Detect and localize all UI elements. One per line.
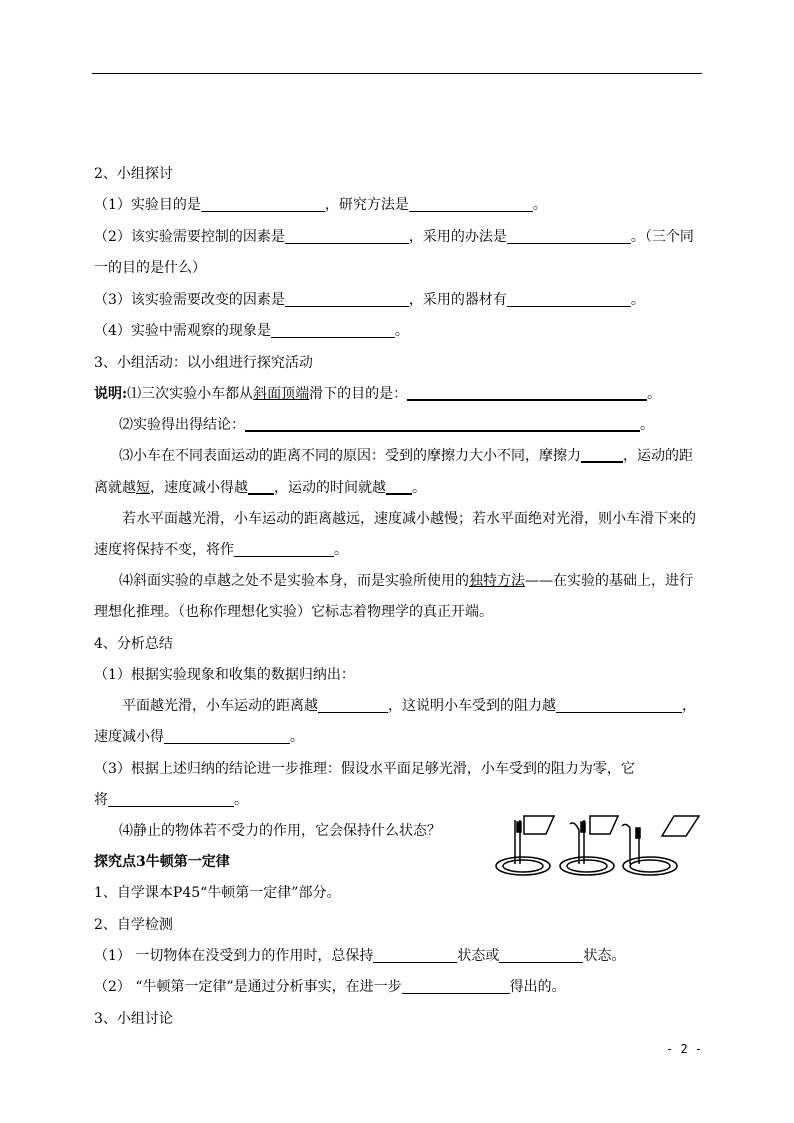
answer-blank[interactable] <box>499 948 583 963</box>
question-line-2: （2）该实验需要控制的因素是 ，采用的办法是 。（三个同 <box>94 229 694 245</box>
answer-blank[interactable] <box>507 229 631 244</box>
section-heading-group-discussion: 2、小组探讨 <box>94 166 173 182</box>
answer-blank[interactable] <box>201 197 325 212</box>
section-heading-summary: 4、分析总结 <box>94 636 173 652</box>
note-line-4: 若水平面越光滑，小车运动的距离越远，速度减小越慢；若水平面绝对光滑，则小车滑下来的 <box>122 511 696 527</box>
section-heading-group-activity: 3、小组活动：以小组进行探究活动 <box>94 355 313 371</box>
magnet-stand-experiment-illustration <box>494 812 700 882</box>
note-line-3-cont: 离就越短，速度减小得越 ，运动的时间就越 。 <box>94 480 426 496</box>
answer-blank[interactable] <box>373 948 457 963</box>
section-heading-group-talk: 3、小组讨论 <box>94 1011 173 1027</box>
answer-blank[interactable] <box>234 542 334 557</box>
self-check-line-2: （2） “牛顿第一定律”是通过分析事实，在进一步 得出的。 <box>94 979 566 995</box>
answer-blank[interactable] <box>407 385 647 401</box>
section-heading-self-check: 2、自学检测 <box>94 917 173 933</box>
summary-line-4: ⑷静止的物体若不受力的作用，它会保持什么状态？ <box>119 823 441 839</box>
summary-line-1: （1）根据实验现象和收集的数据归纳出： <box>94 667 355 683</box>
summary-line-3: （3）根据上述归纳的结论进一步推理：假设水平面足够光滑，小车受到的阻力为零，它 <box>94 761 635 777</box>
answer-blank[interactable] <box>556 698 682 713</box>
self-study-line: 1、自学课本P45“牛顿第一定律”部分。 <box>94 885 341 901</box>
note-line-1: 说明:⑴三次实验小车都从斜面顶端滑下的目的是： 。 <box>94 386 662 402</box>
summary-line-3-cont: 将 。 <box>94 792 248 808</box>
note-line-5: ⑷斜面实验的卓越之处不是实验本身，而是实验所使用的独特方法——在实验的基础上，进行 <box>119 573 693 589</box>
answer-blank[interactable] <box>285 292 409 307</box>
header-rule <box>92 73 702 74</box>
summary-line-2-cont: 速度减小得 。 <box>94 729 304 745</box>
note-line-4-cont: 速度将保持不变，将作 。 <box>94 542 348 558</box>
answer-blank[interactable] <box>271 323 395 338</box>
answer-blank[interactable] <box>386 479 412 495</box>
answer-blank[interactable] <box>248 479 274 495</box>
page-number: - 2 - <box>666 1042 703 1056</box>
question-line-2-cont: 一的目的是什么） <box>94 260 206 276</box>
answer-blank[interactable] <box>285 229 409 244</box>
answer-blank[interactable] <box>318 698 388 713</box>
answer-blank[interactable] <box>581 447 623 463</box>
question-line-1: （1）实验目的是 ，研究方法是 。 <box>94 197 547 213</box>
section-heading-newton-first-law: 探究点3牛顿第一定律 <box>94 854 230 870</box>
answer-blank[interactable] <box>402 979 510 994</box>
answer-blank[interactable] <box>507 292 631 307</box>
note-line-2: ⑵实验得出得结论： 。 <box>119 417 654 433</box>
answer-blank[interactable] <box>108 792 234 807</box>
question-line-4: （4）实验中需观察的现象是 。 <box>94 323 409 339</box>
self-check-line-1: （1） 一切物体在没受到力的作用时，总保持 状态或 状态。 <box>94 948 626 964</box>
note-line-5-cont: 理想化推理。（也称作理想化实验）它标志着物理学的真正开端。 <box>94 604 493 620</box>
answer-blank[interactable] <box>409 197 533 212</box>
note-line-3: ⑶小车在不同表面运动的距离不同的原因：受到的摩擦力大小不同，摩擦力 ，运动的距 <box>119 448 693 464</box>
summary-line-2: 平面越光滑，小车运动的距离越 ，这说明小车受到的阻力越 ， <box>122 698 696 714</box>
question-line-3: （3）该实验需要改变的因素是 ，采用的器材有 。 <box>94 292 645 308</box>
answer-blank[interactable] <box>245 416 640 432</box>
answer-blank[interactable] <box>164 729 290 744</box>
